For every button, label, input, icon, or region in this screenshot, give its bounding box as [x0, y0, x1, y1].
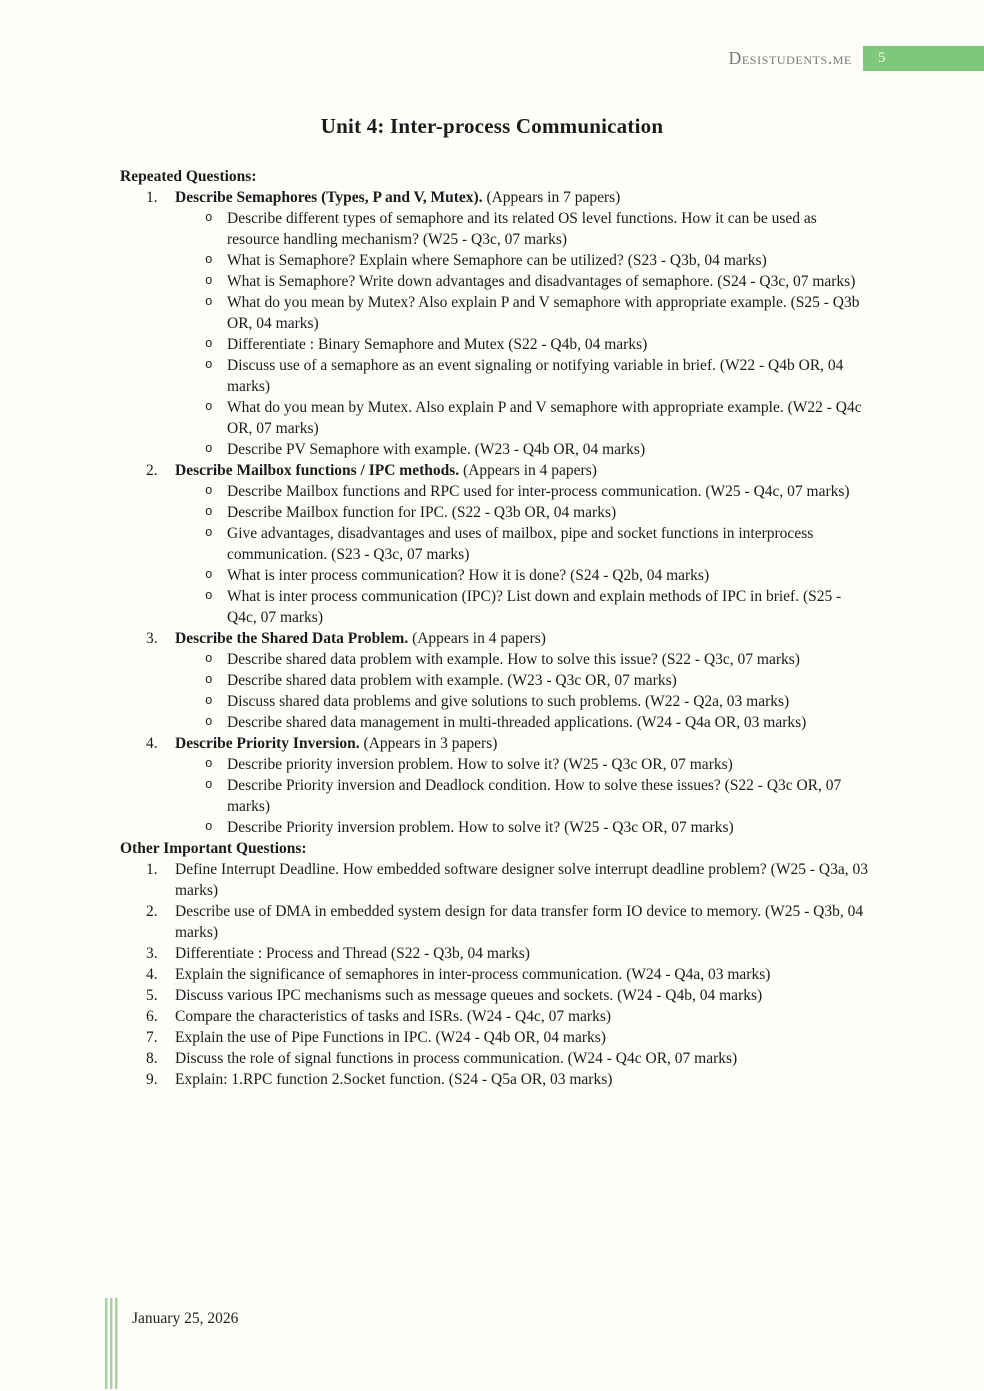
question-item — [120, 964, 868, 985]
item-text: Describe the Shared Data Problem. (Appears in 4 papers) — [175, 630, 546, 647]
section-heading: Other Important Questions: — [120, 840, 307, 857]
sub-item-text: Give advantages, disadvantages and uses of mailbox, pipe and socket functions in interprocess communication. (S23 - Q3c, 07 marks) — [227, 525, 814, 563]
sub-item-text: Describe shared data problem with example. How to solve this issue? (S22 - Q3c, 07 marks) — [227, 651, 800, 668]
sub-item-text: Describe Mailbox function for IPC. (S22 - Q3b OR, 04 marks) — [227, 504, 617, 521]
sub-question-item — [120, 250, 868, 271]
sub-item-text: Differentiate : Binary Semaphore and Mutex (S22 - Q4b, 04 marks) — [227, 336, 648, 353]
question-item — [120, 1069, 868, 1090]
sub-item-text: Describe PV Semaphore with example. (W23 - Q4b OR, 04 marks) — [227, 441, 646, 458]
sub-item-text: Describe Priority inversion and Deadlock condition. How to solve these issues? (S22 - Q3c OR, 07 marks) — [227, 777, 842, 815]
item-text: Define Interrupt Deadline. How embedded software designer solve interrupt deadline problem? (W25 - Q3a, 03 marks) — [175, 861, 868, 899]
sub-question-item — [120, 670, 868, 691]
question-item — [120, 733, 868, 754]
item-number: 9. — [146, 1071, 158, 1088]
sub-question-item — [120, 817, 868, 838]
bullet-marker: o — [205, 651, 213, 666]
sub-item-text: What do you mean by Mutex. Also explain P and V semaphore with appropriate example. (W22 - Q4c OR, 07 marks) — [227, 399, 862, 437]
bullet-marker: o — [205, 273, 213, 288]
bullet-marker: o — [205, 294, 213, 309]
bullet-marker: o — [205, 567, 213, 582]
page-header — [729, 46, 984, 71]
sub-question-item — [120, 502, 868, 523]
bullet-marker: o — [205, 336, 213, 351]
item-text: Describe Priority Inversion. (Appears in 3 papers) — [175, 735, 498, 752]
sub-question-item — [120, 775, 868, 817]
question-item — [120, 859, 868, 901]
item-text: Explain: 1.RPC function 2.Socket function. (S24 - Q5a OR, 03 marks) — [175, 1071, 613, 1088]
sub-question-item — [120, 439, 868, 460]
item-text: Describe Semaphores (Types, P and V, Mutex). (Appears in 7 papers) — [175, 189, 621, 206]
sub-question-item — [120, 292, 868, 334]
bullet-marker: o — [205, 714, 213, 729]
question-item — [120, 1027, 868, 1048]
page-title: Unit 4: Inter-process Communication — [320, 114, 664, 138]
sub-item-text: Discuss shared data problems and give solutions to such problems. (W22 - Q2a, 03 marks) — [227, 693, 790, 710]
sub-question-item — [120, 712, 868, 733]
sub-item-text: What is Semaphore? Explain where Semaphore can be utilized? (S23 - Q3b, 04 marks) — [227, 252, 767, 269]
sub-item-text: Describe shared data management in multi-threaded applications. (W24 - Q4a OR, 03 marks) — [227, 714, 807, 731]
bullet-marker: o — [205, 588, 213, 603]
sub-item-text: Describe shared data problem with example. (W23 - Q3c OR, 07 marks) — [227, 672, 677, 689]
sub-question-item — [120, 523, 868, 565]
item-number: 1. — [146, 861, 158, 878]
sub-item-text: Describe Priority inversion problem. How to solve it? (W25 - Q3c OR, 07 marks) — [227, 819, 734, 836]
item-text: Describe use of DMA in embedded system design for data transfer form IO device to memory. (W25 - Q3b, 04 marks) — [175, 903, 864, 941]
page-number: 5 — [878, 50, 886, 66]
bullet-marker: o — [205, 777, 213, 792]
question-item — [120, 187, 868, 208]
item-number: 2. — [146, 462, 158, 479]
item-number: 4. — [146, 966, 158, 983]
page-number-badge — [863, 46, 984, 71]
footer-date: January 25, 2026 — [132, 1310, 239, 1327]
sub-question-item — [120, 565, 868, 586]
sub-question-item — [120, 481, 868, 502]
item-text: Describe Mailbox functions / IPC methods. (Appears in 4 papers) — [175, 462, 597, 479]
bullet-marker: o — [205, 252, 213, 267]
item-number: 2. — [146, 903, 158, 920]
bullet-marker: o — [205, 504, 213, 519]
sub-item-text: What is inter process communication (IPC)? List down and explain methods of IPC in brief. (S25 - Q4c, 07 marks) — [227, 588, 842, 626]
bullet-marker: o — [205, 399, 213, 414]
question-item — [120, 460, 868, 481]
sub-question-item — [120, 355, 868, 397]
sub-item-text: Describe different types of semaphore and its related OS level functions. How it can be used as resource handling mechanism? (W25 - Q3c, 07 marks) — [227, 210, 817, 248]
bullet-marker: o — [205, 672, 213, 687]
sub-question-item — [120, 754, 868, 775]
question-item — [120, 943, 868, 964]
sub-item-text: What do you mean by Mutex? Also explain P and V semaphore with appropriate example. (S25 - Q3b OR, 04 marks) — [227, 294, 860, 332]
sub-item-text: Discuss use of a semaphore as an event signaling or notifying variable in brief. (W22 - Q4b OR, 04 marks) — [227, 357, 844, 395]
question-item — [120, 901, 868, 943]
site-name: Desistudents.me — [728, 48, 852, 68]
sub-question-item — [120, 649, 868, 670]
item-number: 3. — [146, 945, 158, 962]
question-item — [120, 1006, 868, 1027]
item-number: 8. — [146, 1050, 158, 1067]
item-text: Compare the characteristics of tasks and ISRs. (W24 - Q4c, 07 marks) — [175, 1008, 612, 1025]
item-text: Explain the significance of semaphores in inter-process communication. (W24 - Q4a, 03 marks) — [175, 966, 771, 983]
question-item — [120, 985, 868, 1006]
item-number: 3. — [146, 630, 158, 647]
sub-item-text: What is inter process communication? How it is done? (S24 - Q2b, 04 marks) — [227, 567, 710, 584]
bullet-marker: o — [205, 756, 213, 771]
sub-item-text: Describe Mailbox functions and RPC used for inter-process communication. (W25 - Q4c, 07 marks) — [227, 483, 850, 500]
bullet-marker: o — [205, 819, 213, 834]
item-number: 6. — [146, 1008, 158, 1025]
sub-question-item — [120, 397, 868, 439]
sub-item-text: Describe priority inversion problem. How to solve it? (W25 - Q3c OR, 07 marks) — [227, 756, 733, 773]
sub-question-item — [120, 334, 868, 355]
section-heading: Repeated Questions: — [120, 168, 257, 185]
bullet-marker: o — [205, 210, 213, 225]
bullet-marker: o — [205, 441, 213, 456]
item-text: Discuss various IPC mechanisms such as message queues and sockets. (W24 - Q4b, 04 marks) — [175, 987, 763, 1004]
footer-decoration-lines — [105, 1298, 118, 1389]
sub-question-item — [120, 586, 868, 628]
item-text: Explain the use of Pipe Functions in IPC. (W24 - Q4b OR, 04 marks) — [175, 1029, 606, 1046]
question-item — [120, 1048, 868, 1069]
item-number: 1. — [146, 189, 158, 206]
bullet-marker: o — [205, 525, 213, 540]
sub-question-item — [120, 208, 868, 250]
question-item — [120, 628, 868, 649]
bullet-marker: o — [205, 483, 213, 498]
item-number: 7. — [146, 1029, 158, 1046]
item-text: Discuss the role of signal functions in process communication. (W24 - Q4c OR, 07 marks) — [175, 1050, 738, 1067]
sub-item-text: What is Semaphore? Write down advantages and disadvantages of semaphore. (S24 - Q3c, 07 marks) — [227, 273, 856, 290]
bullet-marker: o — [205, 693, 213, 708]
item-text: Differentiate : Process and Thread (S22 - Q3b, 04 marks) — [175, 945, 530, 962]
content — [120, 166, 868, 1090]
sub-question-item — [120, 271, 868, 292]
item-number: 5. — [146, 987, 158, 1004]
bullet-marker: o — [205, 357, 213, 372]
item-number: 4. — [146, 735, 158, 752]
sub-question-item — [120, 691, 868, 712]
